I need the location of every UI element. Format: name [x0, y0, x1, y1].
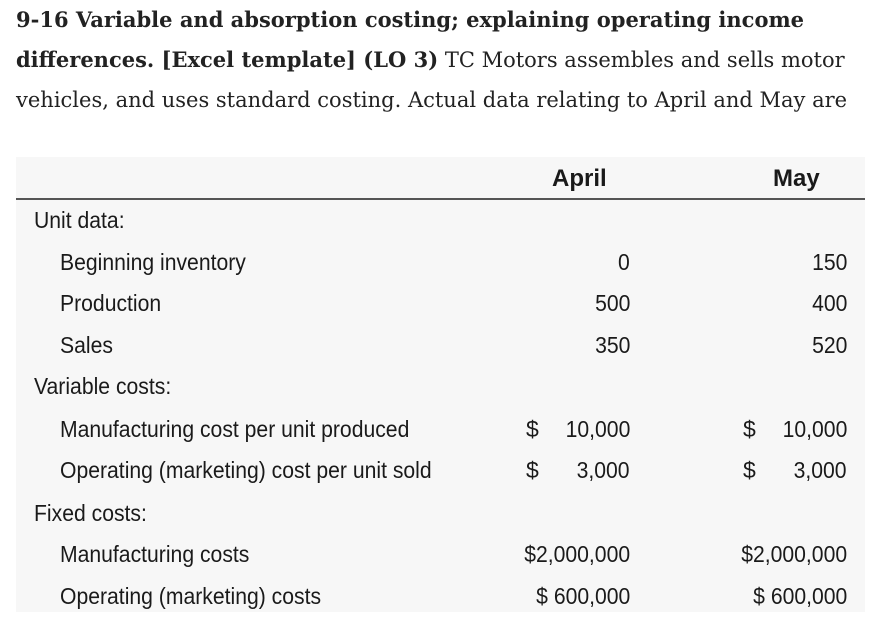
row-label: Sales	[60, 332, 113, 358]
may-value: 400	[811, 290, 847, 316]
problem-statement	[16, 0, 866, 120]
problem-subtitle: differences. [Excel template] (LO 3)	[16, 47, 439, 72]
header-rule	[16, 198, 865, 200]
may-value: $ 600,000	[752, 583, 847, 609]
problem-line-2	[16, 40, 866, 80]
section-unit-data	[16, 207, 865, 247]
column-header-may: May	[773, 165, 820, 192]
dollar-sign: $	[526, 416, 539, 442]
section-label: Fixed costs:	[34, 500, 147, 526]
april-value: 500	[594, 290, 630, 316]
april-value: 350	[594, 332, 630, 358]
may-value: 150	[811, 249, 847, 275]
section-label: Variable costs:	[34, 373, 172, 399]
row-label: Production	[60, 290, 162, 316]
may-value: $2,000,000	[741, 541, 847, 567]
row-label: Beginning inventory	[60, 249, 246, 275]
table-row	[16, 249, 865, 289]
dollar-sign: $	[526, 457, 539, 483]
section-variable-costs	[16, 373, 865, 413]
table-row	[16, 541, 865, 581]
table-row	[16, 457, 865, 497]
problem-title-line	[16, 0, 866, 40]
section-label: Unit data:	[34, 207, 125, 233]
section-fixed-costs	[16, 500, 865, 540]
dollar-sign: $	[743, 416, 756, 442]
problem-text-3: vehicles, and uses standard costing. Actual data relating to April and May are	[16, 88, 848, 112]
table-row	[16, 416, 865, 456]
row-label: Manufacturing cost per unit produced	[60, 416, 410, 442]
problem-title: 9-16 Variable and absorption costing; explaining operating income	[16, 7, 805, 32]
april-value: 3,000	[577, 457, 630, 483]
table-row	[16, 290, 865, 330]
table-row	[16, 332, 865, 372]
table-row	[16, 583, 865, 623]
may-value: 10,000	[782, 416, 847, 442]
row-label: Operating (marketing) costs	[60, 583, 322, 609]
april-value: 0	[618, 249, 630, 275]
row-label: Manufacturing costs	[60, 541, 250, 567]
april-value: $ 600,000	[535, 583, 630, 609]
may-value: 3,000	[794, 457, 847, 483]
dollar-sign: $	[743, 457, 756, 483]
may-value: 520	[811, 332, 847, 358]
problem-text-2: TC Motors assembles and sells motor	[438, 48, 845, 72]
april-value: $2,000,000	[524, 541, 630, 567]
data-table	[16, 157, 865, 612]
april-value: 10,000	[565, 416, 630, 442]
column-header-april: April	[552, 165, 607, 192]
row-label: Operating (marketing) cost per unit sold	[60, 457, 432, 483]
